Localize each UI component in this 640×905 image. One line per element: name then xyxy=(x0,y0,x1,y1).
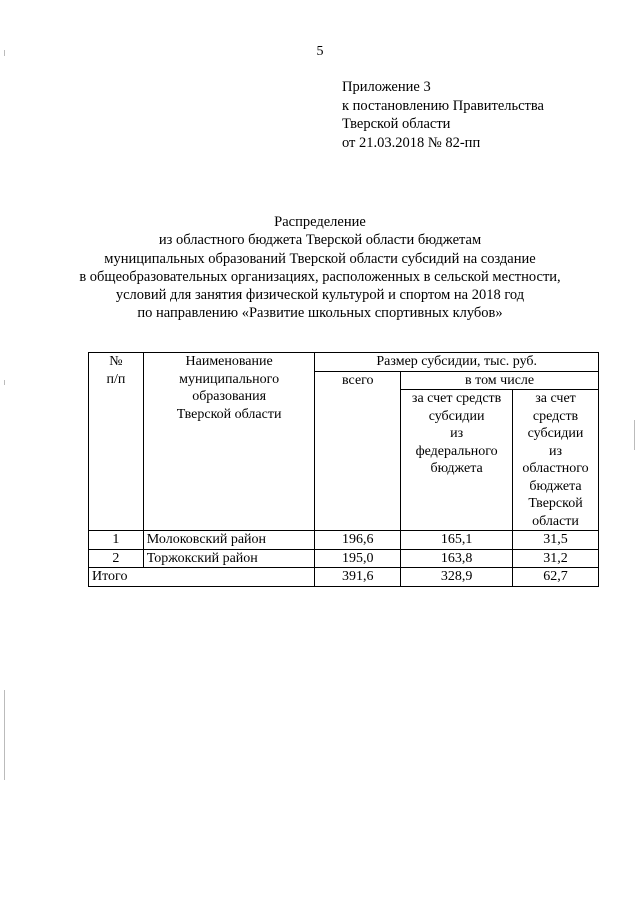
header-regional-line: области xyxy=(532,513,579,529)
appendix-line-1: Приложение 3 xyxy=(342,79,431,95)
summary-row xyxy=(89,568,599,587)
header-regional-line: за счет xyxy=(535,391,576,406)
appendix-line-4: от 21.03.2018 № 82-пп xyxy=(342,134,481,151)
header-number xyxy=(89,353,144,531)
header-federal xyxy=(401,390,513,531)
document-title xyxy=(0,213,640,323)
page-number: 5 xyxy=(316,44,324,59)
appendix-header xyxy=(342,78,544,152)
header-regional xyxy=(513,390,599,531)
header-regional-line: бюджета xyxy=(529,478,582,494)
header-municipality-line: образования xyxy=(192,389,267,404)
table-row xyxy=(89,531,599,550)
row-regional: 31,2 xyxy=(513,549,599,568)
title-line-4: в общеобразовательных организациях, расположенных в сельской местности, xyxy=(79,268,561,285)
row-federal: 163,8 xyxy=(401,549,513,568)
scan-mark xyxy=(634,420,635,450)
header-municipality-line: муниципального xyxy=(179,371,280,387)
header-municipality-line: Тверской области xyxy=(176,406,282,422)
row-total: 196,6 xyxy=(315,531,401,550)
header-including: в том числе xyxy=(401,371,599,390)
summary-federal: 328,9 xyxy=(401,568,513,587)
summary-label: Итого xyxy=(89,568,315,587)
title-line-5: условий для занятия физической культурой и спортом на 2018 год xyxy=(115,287,525,304)
scan-mark xyxy=(4,50,5,56)
header-federal-line: федерального xyxy=(415,443,498,459)
header-number-line: п/п xyxy=(106,371,126,387)
header-federal-line: бюджета xyxy=(430,461,483,476)
row-municipality: Молоковский район xyxy=(143,531,315,550)
appendix-line-3: Тверской области xyxy=(342,116,451,132)
header-regional-line: субсидии xyxy=(527,426,584,441)
row-municipality: Торжокский район xyxy=(143,549,315,568)
row-number: 2 xyxy=(89,549,144,568)
header-municipality-line: Наименование xyxy=(185,354,273,369)
row-regional: 31,5 xyxy=(513,531,599,550)
summary-regional: 62,7 xyxy=(513,568,599,587)
scan-mark xyxy=(4,380,5,385)
title-line-1: Распределение xyxy=(274,214,366,230)
summary-total: 391,6 xyxy=(315,568,401,587)
table-row xyxy=(89,549,599,568)
appendix-line-2: к постановлению Правительства xyxy=(342,97,544,114)
header-federal-line: субсидии xyxy=(428,408,485,424)
header-federal-line: за счет средств xyxy=(411,391,502,406)
header-subsidy-size: Размер субсидии, тыс. руб. xyxy=(315,353,599,372)
row-federal: 165,1 xyxy=(401,531,513,550)
header-municipality xyxy=(143,353,315,531)
header-regional-line: средств xyxy=(532,408,579,424)
header-number-line: № xyxy=(109,354,123,369)
header-regional-line: из xyxy=(549,443,563,459)
distribution-table xyxy=(88,352,599,587)
header-regional-line: областного xyxy=(522,461,589,476)
title-line-6: по направлению «Развитие школьных спортивных клубов» xyxy=(137,305,503,322)
header-regional-line: Тверской xyxy=(528,496,583,511)
scan-mark xyxy=(4,690,5,780)
row-total: 195,0 xyxy=(315,549,401,568)
title-line-2: из областного бюджета Тверской области бюджетам xyxy=(158,232,482,249)
header-total: всего xyxy=(315,371,401,531)
table-header-row-1 xyxy=(89,353,599,372)
title-line-3: муниципальных образований Тверской области субсидий на создание xyxy=(104,250,536,267)
header-federal-line: из xyxy=(450,426,464,441)
row-number: 1 xyxy=(89,531,144,550)
